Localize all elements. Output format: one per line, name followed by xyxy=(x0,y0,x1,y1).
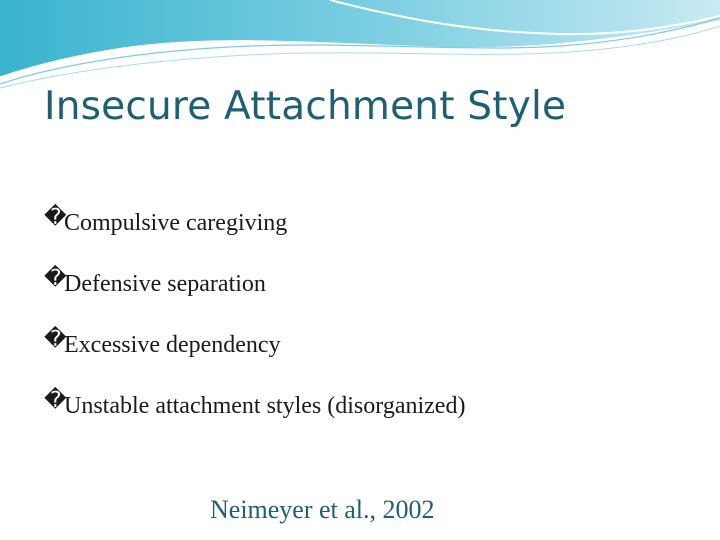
bullet-text: Defensive separation xyxy=(64,271,266,297)
bullet-list xyxy=(44,206,465,450)
bullet-item xyxy=(44,389,465,450)
bullet-glyph-icon: � xyxy=(44,205,67,230)
bullet-glyph-icon: � xyxy=(44,327,67,352)
bullet-text: Compulsive caregiving xyxy=(64,210,288,236)
bullet-glyph-icon: � xyxy=(44,388,67,413)
bullet-item xyxy=(44,206,465,267)
bullet-text: Unstable attachment styles (disorganized) xyxy=(64,393,466,419)
bullet-item xyxy=(44,267,465,328)
citation: Neimeyer et al., 2002 xyxy=(210,495,435,524)
bullet-glyph-icon: � xyxy=(44,266,67,291)
bullet-text: Excessive dependency xyxy=(64,332,281,358)
slide-title: Insecure Attachment Style xyxy=(44,84,567,129)
bullet-item xyxy=(44,328,465,389)
